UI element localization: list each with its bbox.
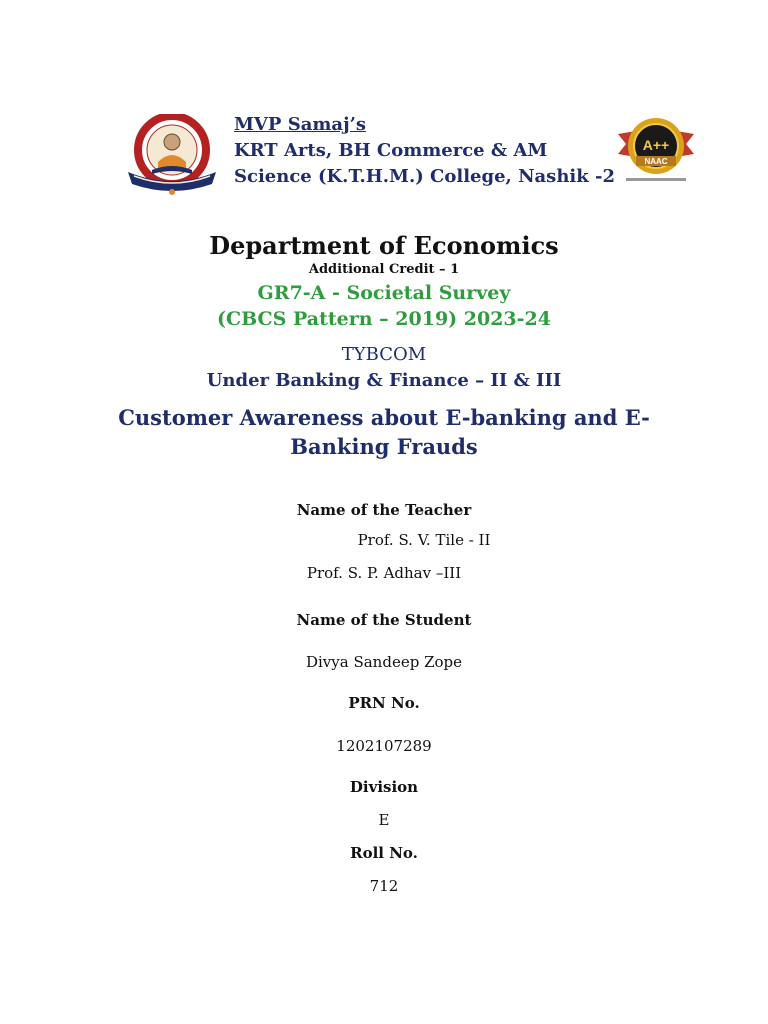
class-name: TYBCOM	[341, 344, 427, 365]
prn-label: PRN No.	[348, 694, 420, 712]
badge-org: NAAC	[644, 157, 668, 166]
project-topic	[0, 403, 768, 461]
student-label: Name of the Student	[296, 611, 472, 629]
badge-grade: A++	[642, 137, 670, 153]
specialization: Under Banking & Finance – II & III	[206, 370, 562, 391]
prn-value: 1202107289	[336, 737, 432, 755]
teacher-name-2: Prof. S. P. Adhav –III	[306, 564, 462, 582]
project-topic-line-2: Banking Frauds	[290, 434, 478, 459]
division-value: E	[378, 811, 390, 829]
division-label: Division	[349, 778, 419, 796]
department-title: Department of Economics	[209, 231, 559, 260]
college-name-block	[234, 112, 615, 190]
college-emblem-icon	[122, 114, 222, 196]
pattern-year: (CBCS Pattern – 2019) 2023-24	[217, 308, 551, 330]
student-name: Divya Sandeep Zope	[305, 653, 463, 671]
project-topic-line-1: Customer Awareness about E-banking and E-	[118, 405, 650, 430]
college-name-line-2: Science (K.T.H.M.) College, Nashik -2	[234, 166, 615, 187]
credit-label: Additional Credit – 1	[308, 262, 460, 277]
course-title: GR7-A - Societal Survey	[257, 282, 511, 304]
teacher-name-1: Prof. S. V. Tile - II	[357, 531, 491, 549]
roll-label: Roll No.	[350, 844, 418, 862]
teacher-label: Name of the Teacher	[296, 501, 472, 519]
naac-a-plus-plus-badge-icon	[612, 114, 700, 186]
society-name: MVP Samaj’s	[234, 114, 366, 135]
roll-value: 712	[369, 877, 399, 895]
college-name-line-1: KRT Arts, BH Commerce & AM	[234, 140, 548, 161]
